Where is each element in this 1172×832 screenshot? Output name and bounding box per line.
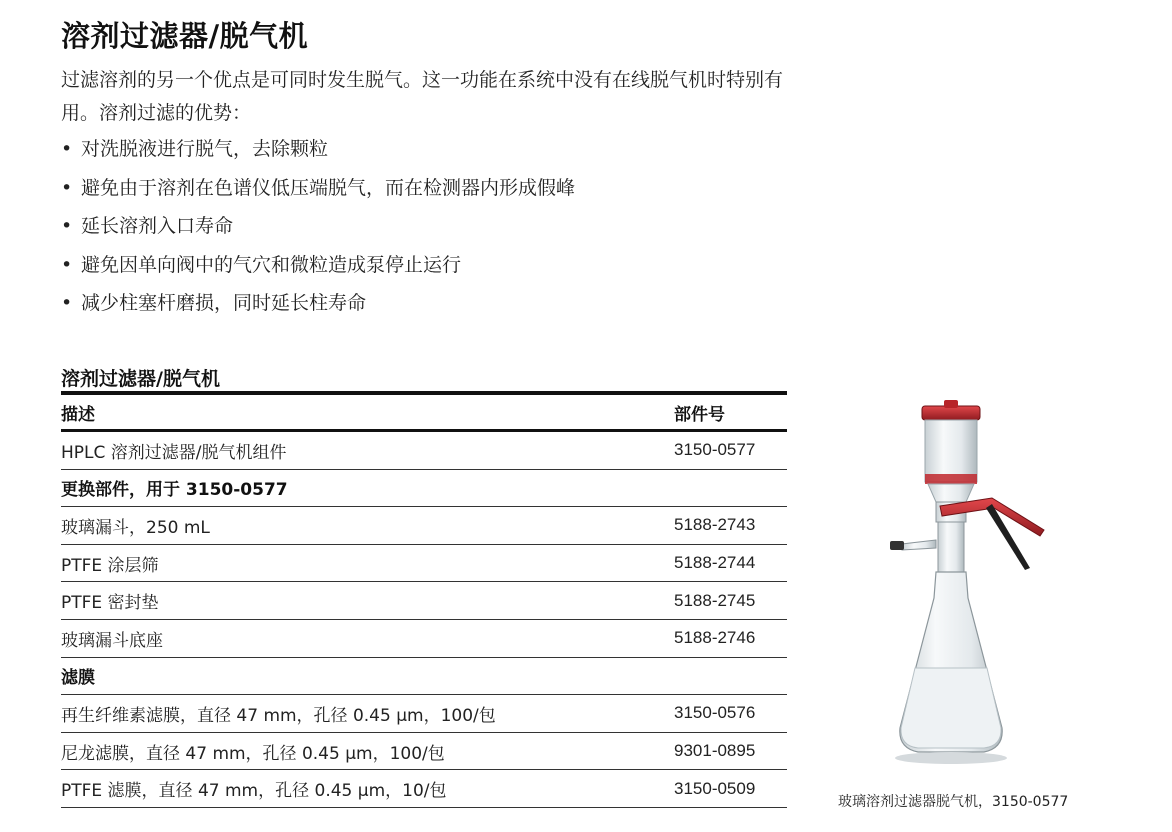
row-description: HPLC 溶剂过滤器/脱气机组件 bbox=[61, 431, 674, 470]
row-description: 尼龙滤膜，直径 47 mm，孔径 0.45 µm，100/包 bbox=[61, 732, 674, 770]
list-item bbox=[61, 285, 575, 324]
row-description: 玻璃漏斗，250 mL bbox=[61, 507, 674, 545]
side-arm-tip bbox=[890, 541, 904, 550]
bullet-marker: • bbox=[61, 215, 73, 238]
header-description: 描述 bbox=[61, 393, 674, 431]
funnel-lid bbox=[922, 406, 980, 420]
filter-degasser-illustration bbox=[880, 398, 1060, 770]
lid-knob bbox=[944, 400, 958, 408]
flask-base-shadow bbox=[895, 752, 1007, 764]
row-part-number: 5188-2743 bbox=[674, 507, 787, 545]
funnel-band bbox=[925, 474, 977, 484]
list-item-text: 避免由于溶剂在色谱仪低压端脱气，而在检测器内形成假峰 bbox=[81, 176, 576, 199]
figure-caption: 玻璃溶剂过滤器脱气机，3150-0577 bbox=[838, 794, 1069, 810]
row-part-number: 5188-2744 bbox=[674, 544, 787, 582]
flask-liquid bbox=[901, 668, 1001, 748]
table-header-row bbox=[61, 393, 787, 431]
table-group-row bbox=[61, 657, 787, 695]
table-row bbox=[61, 431, 787, 470]
table-row bbox=[61, 770, 787, 808]
page-title: 溶剂过滤器/脱气机 bbox=[61, 19, 309, 53]
table-row bbox=[61, 582, 787, 620]
row-description: 玻璃漏斗底座 bbox=[61, 619, 674, 657]
table-title: 溶剂过滤器/脱气机 bbox=[61, 368, 220, 390]
row-part-number: 3150-0577 bbox=[674, 431, 787, 470]
list-item-text: 延长溶剂入口寿命 bbox=[81, 215, 234, 238]
row-description: PTFE 滤膜，直径 47 mm，孔径 0.45 µm，10/包 bbox=[61, 770, 674, 808]
list-item bbox=[61, 170, 575, 209]
table-group-row bbox=[61, 469, 787, 507]
parts-table bbox=[61, 391, 787, 808]
table-row bbox=[61, 619, 787, 657]
row-part-number: 5188-2746 bbox=[674, 619, 787, 657]
table-row bbox=[61, 695, 787, 733]
funnel-neck bbox=[928, 484, 974, 502]
table-row bbox=[61, 544, 787, 582]
glass-funnel bbox=[925, 420, 977, 482]
row-description: PTFE 密封垫 bbox=[61, 582, 674, 620]
group-label: 更换部件，用于 3150-0577 bbox=[61, 469, 787, 507]
bullet-marker: • bbox=[61, 292, 73, 315]
list-item-text: 减少柱塞杆磨损，同时延长柱寿命 bbox=[81, 292, 367, 315]
group-label: 滤膜 bbox=[61, 657, 787, 695]
row-part-number: 3150-0509 bbox=[674, 770, 787, 808]
table-row bbox=[61, 732, 787, 770]
list-item-text: 避免因单向阀中的气穴和微粒造成泵停止运行 bbox=[81, 253, 462, 276]
header-part-number: 部件号 bbox=[674, 393, 787, 431]
row-part-number: 3150-0576 bbox=[674, 695, 787, 733]
list-item bbox=[61, 131, 575, 170]
bullet-marker: • bbox=[61, 253, 73, 276]
list-item bbox=[61, 208, 575, 247]
intro-paragraph: 过滤溶剂的另一个优点是可同时发生脱气。这一功能在系统中没有在线脱气机时特别有用。溶剂过滤的优势： bbox=[61, 69, 784, 124]
row-description: PTFE 涂层筛 bbox=[61, 544, 674, 582]
bullet-marker: • bbox=[61, 138, 73, 160]
advantages-list bbox=[61, 131, 575, 324]
table-row bbox=[61, 507, 787, 545]
bullet-marker: • bbox=[61, 176, 73, 199]
flask-stem bbox=[938, 522, 964, 572]
row-description: 再生纤维素滤膜，直径 47 mm，孔径 0.45 µm，100/包 bbox=[61, 695, 674, 733]
vacuum-side-arm bbox=[902, 540, 936, 550]
row-part-number: 5188-2745 bbox=[674, 582, 787, 620]
row-part-number: 9301-0895 bbox=[674, 732, 787, 770]
list-item bbox=[61, 247, 575, 286]
list-item-text: 对洗脱液进行脱气，去除颗粒 bbox=[81, 138, 329, 160]
